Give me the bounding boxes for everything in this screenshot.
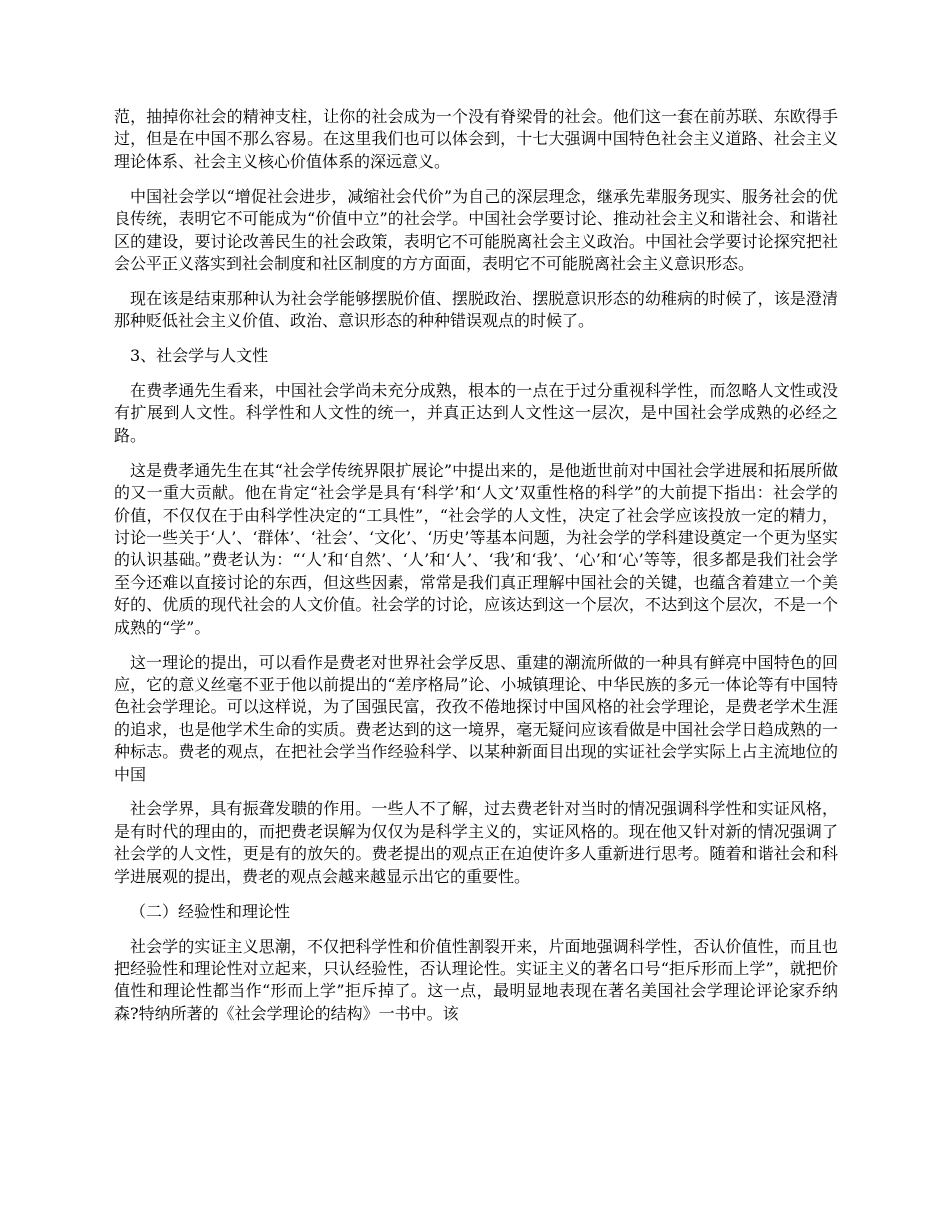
paragraph-sociology-circle: 社会学界，具有振聋发聩的作用。一些人不了解，过去费老针对当时的情况强调科学性和实证风格，是有时代的理由的，而把费老误解为仅仅为是科学主义的，实证风格的。现在他又针对新的情况强调了社会学的人文性，更是有的放矢的。费老提出的观点正在迫使许多人重新进行思考。随着和谐社会和科学进展观的提出，费老的观点会越来越显示出它的重要性。 [114,799,838,886]
section-heading-empirical-theoretical: （二）经验性和理论性 [130,901,291,921]
paragraph-deep-concept: 中国社会学以“增促社会进步，减缩社会代价”为自己的深层理念，继承先辈服务现实、服务社会的优良传统，表明它不可能成为“价值中立”的社会学。中国社会学要讨论、推动社会主义和谐社会、和谐社区的建设，要讨论改善民生的社会政策，表明它不可能脱离社会主义政治。中国社会学要讨论探究把社会公平正义落实到社会制度和社区制度的方方面面，表明它不可能脱离社会主义意识形态。 [114,186,838,273]
paragraph-boundary-theory: 这是费孝通先生在其“社会学传统界限扩展论”中提出来的，是他逝世前对中国社会学进展和拓展所做的又一重大贡献。他在肯定“社会学是具有‘科学’和‘人文’双重性格的科学”的大前提下指出：社会学的价值，不仅仅在于由科学性决定的“工具性”，“社会学的人文性，决定了社会学应该投放一定的精力，讨论一些关于‘人’、‘群体’、‘社会’、‘文化’、‘历史’等基本问题，为社会学的学科建设奠定一个更为坚实的认识基础。”费老认为：“‘人’和‘自然’、‘人’和‘人’、‘我’和‘我’、‘心’和‘心’等等，很多都是我们社会学至今还难以直接讨论的东西，但这些因素，常常是我们真正理解中国社会的关键，也蕴含着建立一个美好的、优质的现代社会的人文价值。社会学的讨论，应该达到这一个层次，不达到这个层次，不是一个成熟的“学”。 [114,460,838,637]
paragraph-continuation: 范，抽掉你社会的精神支柱，让你的社会成为一个没有脊梁骨的社会。他们这一套在前苏联、东欧得手过，但是在中国不那么容易。在这里我们也可以体会到，十七大强调中国特色社会主义道路、社会主义理论体系、社会主义核心价值体系的深远意义。 [114,107,838,171]
document-page [114,106,838,1038]
paragraph-positivism: 社会学的实证主义思潮，不仅把科学性和价值性割裂开来，片面地强调科学性，否认价值性，而且也把经验性和理论性对立起来，只认经验性，否认理论性。实证主义的著名口号“拒斥形而上学”，就把价值性和理论性都当作“形而上学”拒斥掉了。这一点，最明显地表现在著名美国社会学理论评论家乔纳森?特纳所著的《社会学理论的结构》一书中。该 [114,936,838,1023]
section-heading-humanism: 3、社会学与人文性 [130,346,269,366]
paragraph-fei-view: 在费孝通先生看来，中国社会学尚未充分成熟，根本的一点在于过分重视科学性，而忽略人文性或没有扩展到人文性。科学性和人文性的统一，并真正达到人文性这一层次，是中国社会学成熟的必经之路。 [114,381,838,445]
paragraph-theory-response: 这一理论的提出，可以看作是费老对世界社会学反思、重建的潮流所做的一种具有鲜亮中国特色的回应，它的意义丝毫不亚于他以前提出的“差序格局”论、小城镇理论、中华民族的多元一体论等有中国特色社会学理论。可以这样说，为了国强民富，孜孜不倦地探讨中国风格的社会学理论，是费老学术生涯的追求，也是他学术生命的实质。费老达到的这一境界，毫无疑问应该看做是中国社会学日趋成熟的一种标志。费老的观点，在把社会学当作经验科学、以某种新面目出现的实证社会学实际上占主流地位的中国 [114,652,838,784]
paragraph-end-naivety: 现在该是结束那种认为社会学能够摆脱价值、摆脱政治、摆脱意识形态的幼稚病的时候了，该是澄清那种贬低社会主义价值、政治、意识形态的种种错误观点的时候了。 [114,288,838,331]
